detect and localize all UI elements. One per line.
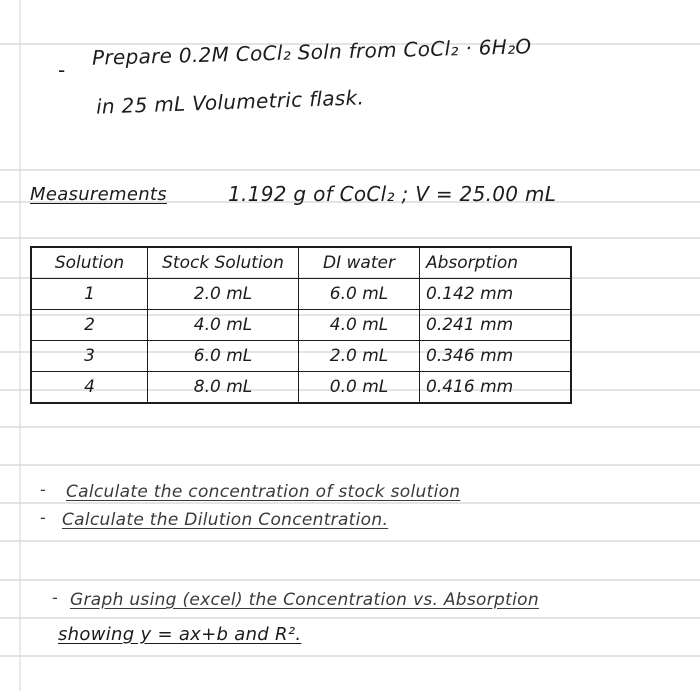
cell-water: 2.0 mL <box>299 341 420 372</box>
header-di-water: DI water <box>299 247 420 279</box>
cell-solution: 3 <box>31 341 148 372</box>
measurements-label: Measurements <box>30 184 167 205</box>
note-title-line2: in 25 mL Volumetric flask. <box>95 85 365 119</box>
table-row <box>31 279 571 310</box>
table-row <box>31 372 571 404</box>
header-solution: Solution <box>31 247 148 279</box>
task-calc-dilution: Calculate the Dilution Concentration. <box>62 510 389 530</box>
cell-stock: 8.0 mL <box>148 372 299 404</box>
cell-water: 4.0 mL <box>299 310 420 341</box>
cell-absorption: 0.346 mm <box>420 341 572 372</box>
header-absorption: Absorption <box>420 247 572 279</box>
cell-solution: 4 <box>31 372 148 404</box>
bullet-dash: - <box>40 480 46 499</box>
cell-solution: 2 <box>31 310 148 341</box>
header-stock-solution: Stock Solution <box>148 247 299 279</box>
cell-water: 6.0 mL <box>299 279 420 310</box>
cell-absorption: 0.416 mm <box>420 372 572 404</box>
table-row <box>31 310 571 341</box>
cell-solution: 1 <box>31 279 148 310</box>
bullet-dash: - <box>52 588 58 607</box>
bullet-dash: - <box>58 58 66 82</box>
task-graph-line1: Graph using (excel) the Concentration vs. Absorption <box>70 590 539 610</box>
note-title-line1: Prepare 0.2M CoCl₂ Soln from CoCl₂ · 6H₂O <box>91 34 532 70</box>
cell-absorption: 0.142 mm <box>420 279 572 310</box>
cell-stock: 6.0 mL <box>148 341 299 372</box>
table-header-row <box>31 247 571 279</box>
bullet-dash: - <box>40 508 46 527</box>
task-calc-stock: Calculate the concentration of stock solution <box>66 482 461 502</box>
cell-absorption: 0.241 mm <box>420 310 572 341</box>
task-graph-line2: showing y = ax+b and R². <box>58 624 302 645</box>
cell-stock: 4.0 mL <box>148 310 299 341</box>
cell-water: 0.0 mL <box>299 372 420 404</box>
table-row <box>31 341 571 372</box>
absorption-data-table <box>30 246 572 404</box>
cell-stock: 2.0 mL <box>148 279 299 310</box>
measurements-value: 1.192 g of CoCl₂ ; V = 25.00 mL <box>228 182 557 206</box>
